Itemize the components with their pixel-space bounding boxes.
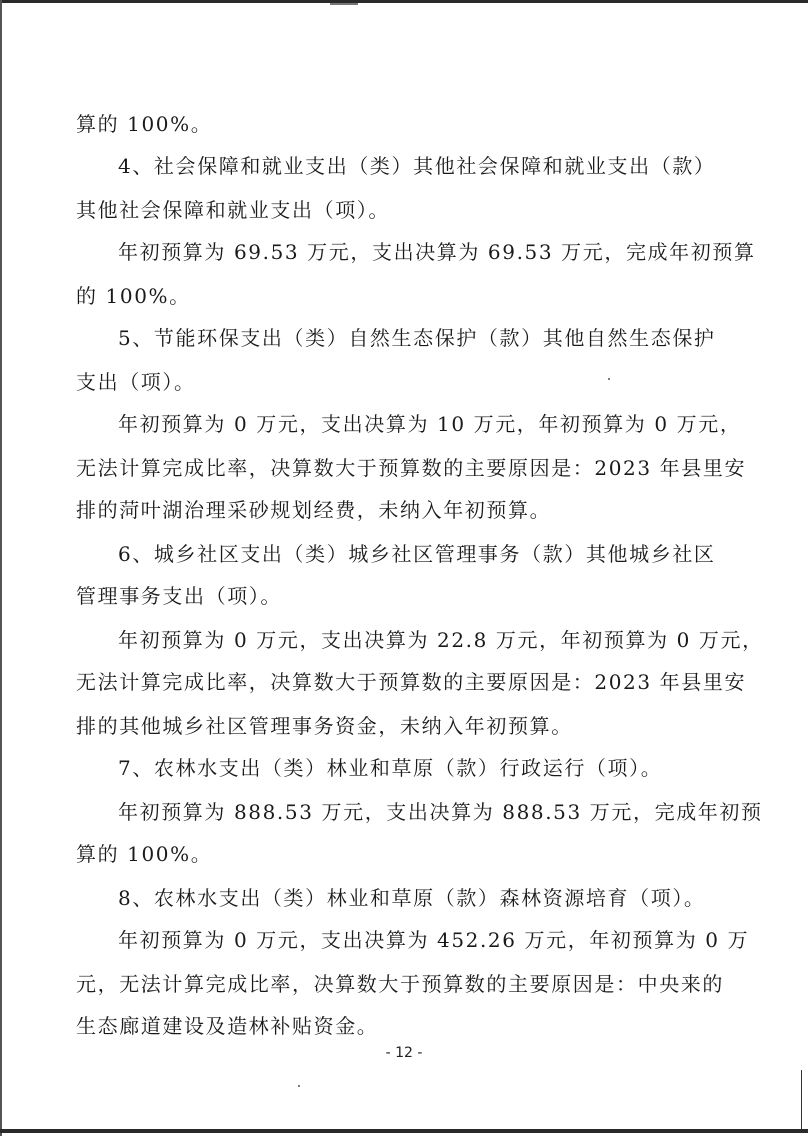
text-line-16: 7、农林水支出（类）林业和草原（款）行政运行（项）。: [118, 756, 663, 780]
text-line-6: 5、节能环保支出（类）自然生态保护（款）其他自然生态保护: [118, 326, 716, 350]
page-number: - 12 -: [385, 1045, 423, 1061]
scan-top-border: [0, 0, 808, 3]
text-line-21: 元，无法计算完成比率，决算数大于预算数的主要原因是：中央来的: [76, 972, 724, 996]
text-line-5: 的 100%。: [76, 284, 191, 308]
text-line-22: 生态廊道建设及造林补贴资金。: [76, 1014, 379, 1038]
scan-right-edge: [801, 1070, 802, 1130]
scan-bottom-border: [0, 1129, 808, 1133]
text-line-12: 管理事务支出（项）。: [76, 584, 282, 608]
scan-left-edge: [0, 0, 2, 1136]
text-line-13: 年初预算为 0 万元，支出决算为 22.8 万元，年初预算为 0 万元，: [118, 628, 764, 652]
text-line-20: 年初预算为 0 万元，支出决算为 452.26 万元，年初预算为 0 万: [118, 928, 750, 952]
text-line-2: 4、社会保障和就业支出（类）其他社会保障和就业支出（款）: [118, 154, 716, 178]
text-line-7: 支出（项）。: [76, 370, 196, 394]
text-line-14: 无法计算完成比率，决算数大于预算数的主要原因是：2023 年县里安: [76, 670, 747, 694]
text-line-15: 排的其他城乡社区管理事务资金，未纳入年初预算。: [76, 714, 573, 738]
text-line-4: 年初预算为 69.53 万元，支出决算为 69.53 万元，完成年初预算: [118, 240, 756, 264]
scan-top-mark: [330, 3, 358, 5]
text-line-8: 年初预算为 0 万元，支出决算为 10 万元，年初预算为 0 万元，: [118, 412, 742, 436]
text-line-9: 无法计算完成比率，决算数大于预算数的主要原因是：2023 年县里安: [76, 456, 747, 480]
text-line-18: 算的 100%。: [76, 842, 213, 866]
text-line-10: 排的菏叶湖治理采砂规划经费，未纳入年初预算。: [76, 498, 552, 522]
scan-speck: [608, 378, 610, 380]
text-line-1: 算的 100%。: [76, 112, 213, 136]
text-line-11: 6、城乡社区支出（类）城乡社区管理事务（款）其他城乡社区: [118, 542, 716, 566]
text-line-17: 年初预算为 888.53 万元，支出决算为 888.53 万元，完成年初预: [118, 800, 763, 824]
scan-speck: [298, 1085, 300, 1087]
text-line-19: 8、农林水支出（类）林业和草原（款）森林资源培育（项）。: [118, 886, 706, 910]
text-line-3: 其他社会保障和就业支出（项）。: [76, 198, 390, 222]
